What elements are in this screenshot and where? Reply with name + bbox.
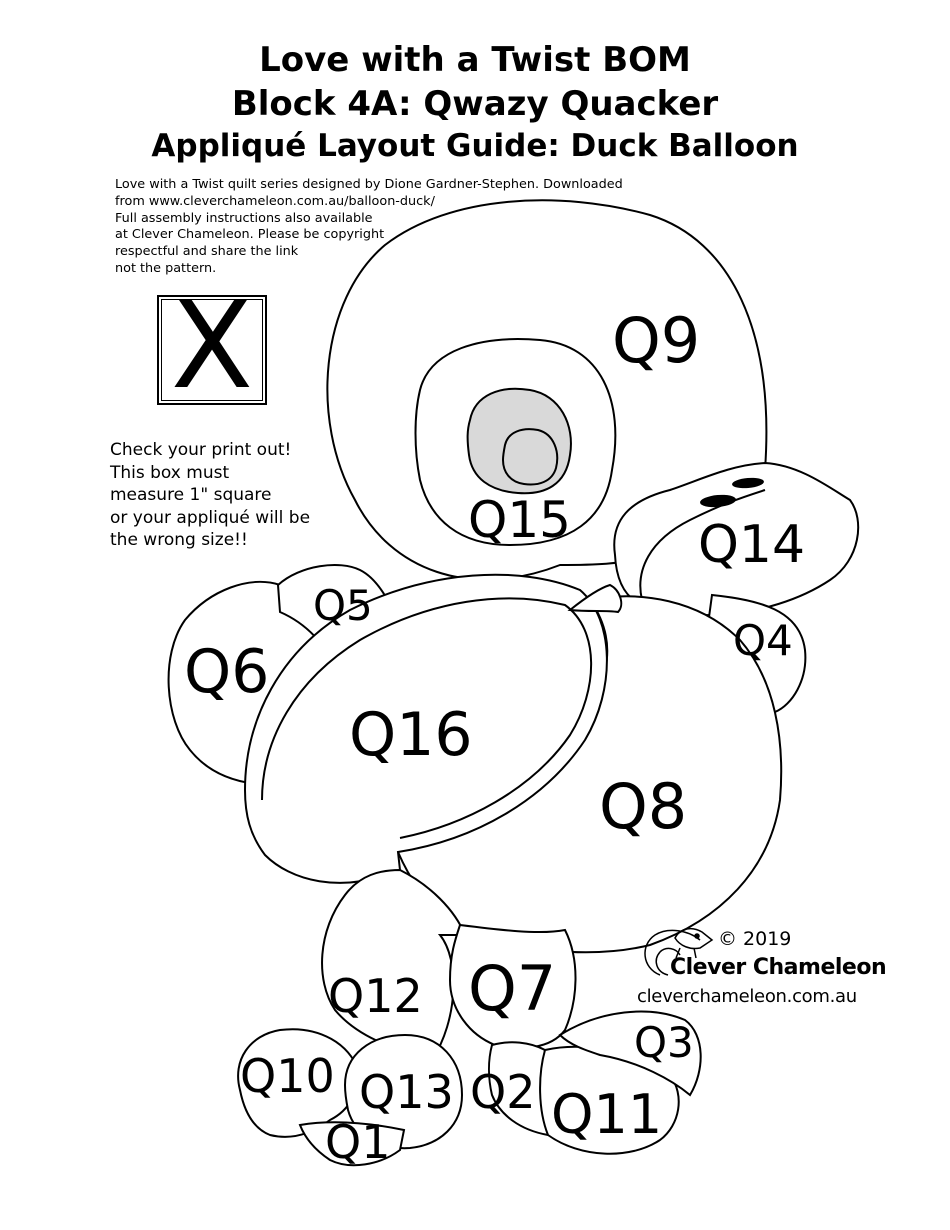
one-inch-check-box [157,277,267,416]
label-q5: Q5 [313,581,373,630]
label-q3: Q3 [634,1018,694,1067]
eye-inner [503,429,557,484]
label-q15: Q15 [468,491,571,549]
brand-url: cleverchameleon.com.au [637,986,857,1007]
label-q6: Q6 [184,637,270,707]
print-size-warning [110,439,370,552]
title-series: Love with a Twist BOM [259,40,691,80]
label-q1: Q1 [325,1115,391,1169]
label-q4: Q4 [733,616,793,665]
credit-line: not the pattern. [115,260,217,276]
label-q10: Q10 [240,1049,335,1103]
credit-line: respectful and share the link [115,244,299,260]
credit-line: Full assembly instructions also available [115,210,373,226]
label-q2: Q2 [470,1065,536,1119]
warning-line: This box must [110,462,230,483]
credit-line: from www.cleverchameleon.com.au/balloon-duck/ [115,193,435,209]
label-q7: Q7 [468,952,557,1025]
label-q16: Q16 [349,700,473,770]
copyright-year: © 2019 [718,928,792,950]
credit-text [115,177,675,278]
warning-line: the wrong size!! [110,530,248,551]
check-box-letter: X [170,277,254,416]
label-q9: Q9 [612,304,701,377]
warning-line: measure 1" square [110,485,272,506]
label-q14: Q14 [698,515,806,575]
label-q11: Q11 [551,1083,663,1146]
label-q12: Q12 [328,969,423,1023]
label-q8: Q8 [599,770,688,843]
label-q13: Q13 [359,1065,454,1119]
credit-line: at Clever Chameleon. Please be copyright [115,227,385,243]
warning-line: or your appliqué will be [110,507,311,528]
warning-line: Check your print out! [110,440,292,460]
credit-line: Love with a Twist quilt series designed by Dione Gardner-Stephen. Downloaded [115,177,623,192]
title-guide: Appliqué Layout Guide: Duck Balloon [151,128,799,164]
brand-name: Clever Chameleon [670,955,887,980]
title-block: Block 4A: Qwazy Quacker [231,84,719,124]
